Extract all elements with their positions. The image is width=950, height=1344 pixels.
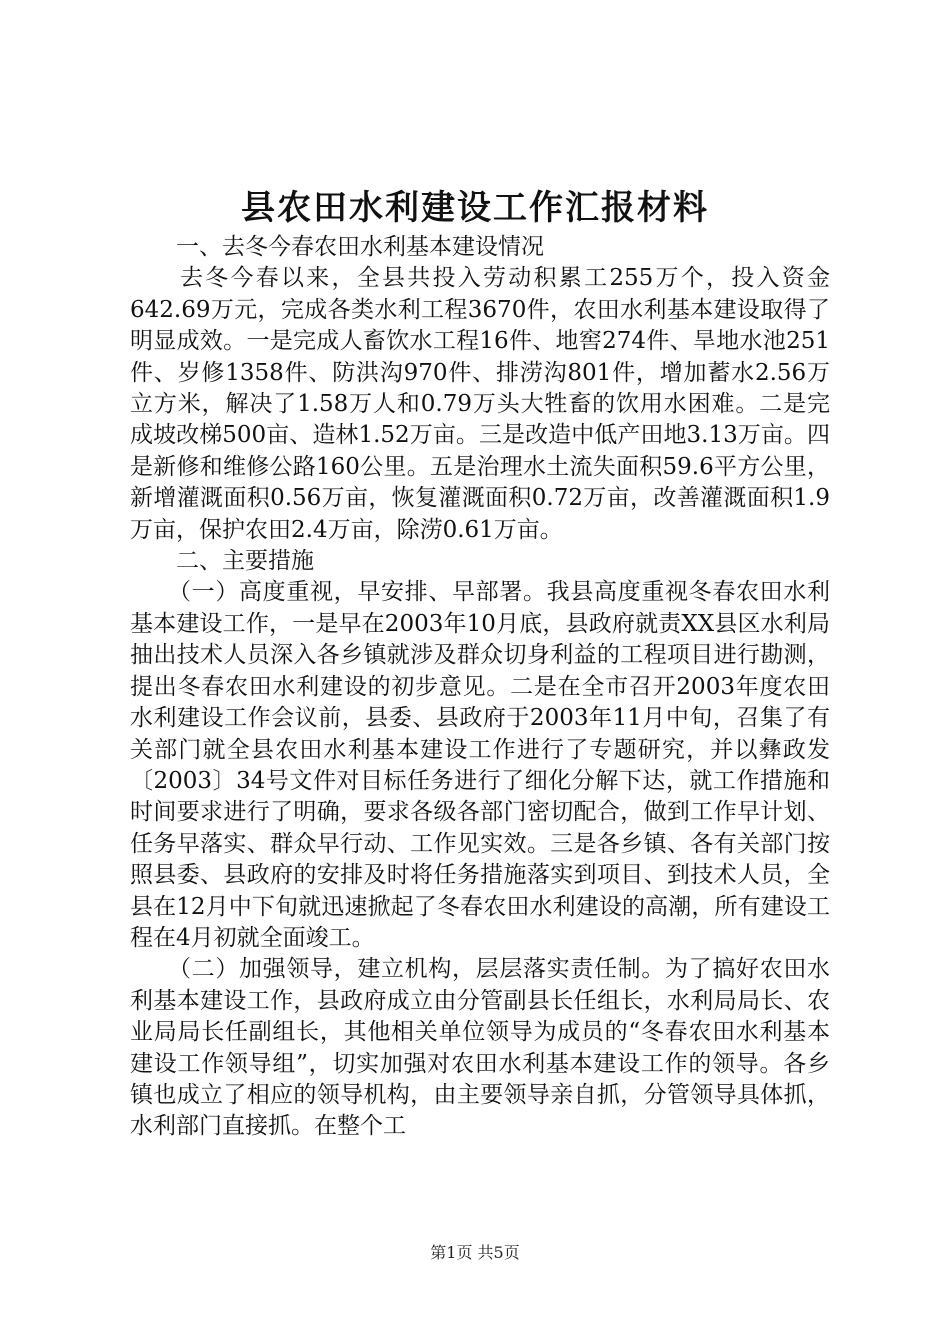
document-title: 县农田水利建设工作汇报材料 [241, 188, 709, 228]
page-number-footer: 第1页 共5页 [430, 1243, 520, 1262]
paragraph-summary: 去冬今春以来，全县共投入劳动积累工255万个，投入资金642.69万元，完成各类水利工程3670件，农田水利基本建设取得了明显成效。一是完成人畜饮水工程16件、地窖274件、旱地水池251件、岁修1358件、防洪沟970件、排涝沟801件，增加蓄水2.56万立方米，解决了1.58万人和0.79万头大牲畜的饮用水困难。二是完成坡改梯500亩、造林1.52万亩。三是改造中低产田地3.13万亩。四是新修和维修公路160公里。五是治理水土流失面积59.6平方公里，新增灌溉面积0.56万亩，恢复灌溉面积0.72万亩，改善灌溉面积1.9万亩，保护农田2.4万亩，除涝0.61万亩。 [130, 265, 830, 543]
section-heading-1: 一、去冬今春农田水利基本建设情况 [176, 234, 544, 260]
paragraph-measure-1: （一）高度重视，早安排、早部署。我县高度重视冬春农田水利基本建设工作，一是早在2003年10月底，县政府就责XX县区水利局抽出技术人员深入各乡镇就涉及群众切身利益的工程项目进行勘测，提出冬春农田水利建设的初步意见。二是在全市召开2003年度农田水利建设工作会议前，县委、县政府于2003年11月中旬，召集了有关部门就全县农田水利基本建设工作进行了专题研究，并以彝政发〔2003〕34号文件对目标任务进行了细化分解下达，就工作措施和时间要求进行了明确，要求各级各部门密切配合，做到工作早计划、任务早落实、群众早行动、工作见实效。三是各乡镇、各有关部门按照县委、县政府的安排及时将任务措施落实到项目、到技术人员，全县在12月中下旬就迅速掀起了冬春农田水利建设的高潮，所有建设工程在4月初就全面竣工。 [130, 579, 830, 951]
section-heading-2: 二、主要措施 [176, 548, 314, 575]
paragraph-measure-2: （二）加强领导，建立机构，层层落实责任制。为了搞好农田水利基本建设工作，县政府成立由分管副县长任组长，水利局局长、农业局局长任副组长，其他相关单位领导为成员的“冬春农田水利基本建设工作领导组”，切实加强对农田水利基本建设工作的领导。各乡镇也成立了相应的领导机构，由主要领导亲自抓，分管领导具体抓，水利部门直接抓。在整个工 [130, 956, 830, 1140]
document-body [130, 232, 830, 1143]
